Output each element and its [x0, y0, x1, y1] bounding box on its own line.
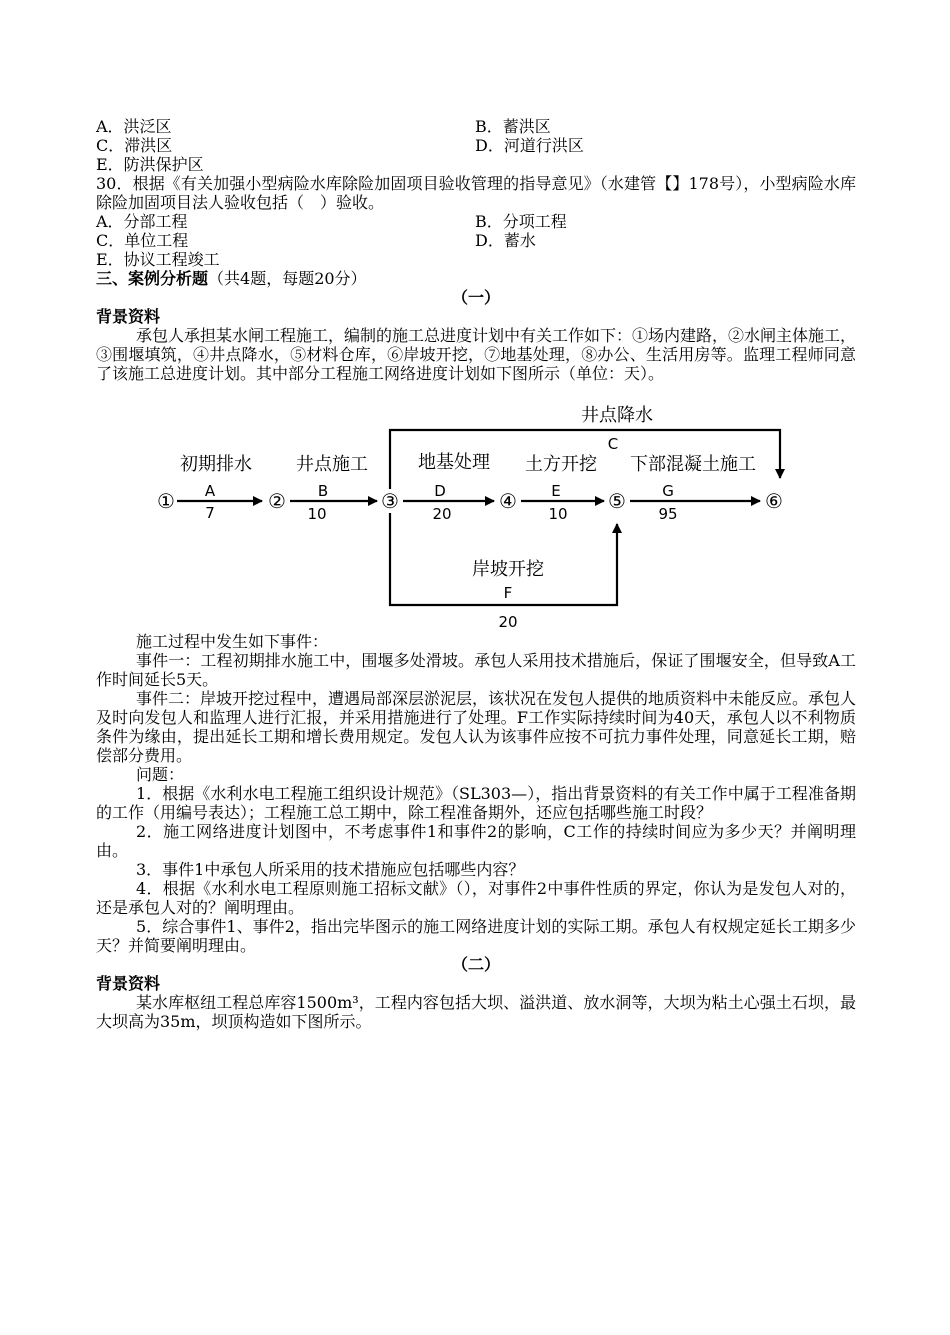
activity-a-duration: 7: [205, 504, 215, 522]
activity-d-duration: 20: [432, 505, 452, 523]
activity-b-code: B: [317, 482, 329, 500]
activity-g-name: 下部混凝土施工: [630, 454, 756, 475]
option-a: A．洪泛区: [96, 117, 172, 136]
activity-d-code: D: [434, 482, 446, 500]
page-bottom: [96, 632, 856, 1031]
section-3-note: （共4题，每题20分）: [208, 269, 367, 288]
option-d: D．河道行洪区: [475, 136, 584, 155]
question-4: 4．根据《水利水电工程原则施工招标文献》（），对事件2中事件性质的界定，你认为是发包人对的，还是承包人对的？阐明理由。: [96, 879, 856, 917]
activity-g-code: G: [662, 482, 674, 500]
question-1: 1．根据《水利水电工程施工组织设计规范》（SL303—），指出背景资料的有关工作中属于工程准备期的工作（用编号表达）；工程施工总工期中，除工程准备期外，还应包括哪些施工时段？: [96, 784, 856, 822]
activity-b-duration: 10: [307, 505, 327, 523]
activity-d-name: 地基处理: [418, 452, 490, 473]
q30-options-row1: [96, 212, 856, 231]
activity-c-name: 井点降水: [581, 405, 653, 426]
activity-e-name: 土方开挖: [525, 454, 597, 475]
network-diagram: [150, 400, 800, 635]
activity-f-name: 岸坡开挖: [472, 559, 544, 580]
activity-b-name: 井点施工: [296, 454, 368, 475]
q30-options-row2: [96, 231, 856, 250]
node-1: ①: [157, 489, 175, 513]
node-6: ⑥: [765, 489, 783, 513]
q30-option-c: C．单位工程: [96, 231, 189, 250]
activity-f-code: F: [503, 584, 513, 602]
question-30-stem: 30．根据《有关加强小型病险水库除险加固项目验收管理的指导意见》（水建管【】178号），小型病险水库除险加固项目法人验收包括（ ）验收。: [96, 174, 856, 212]
q30-option-b: B．分项工程: [475, 212, 567, 231]
q29-options-row2: [96, 136, 856, 155]
network-diagram-svg: [150, 400, 800, 635]
activity-a-name: 初期排水: [180, 454, 252, 475]
section-3-heading: [96, 269, 856, 288]
node-5: ⑤: [608, 489, 626, 513]
case-2-background-heading: 背景资料: [96, 974, 161, 993]
option-e: E．防洪保护区: [96, 155, 204, 174]
q29-options-row1: [96, 117, 856, 136]
case-1-background-heading: 背景资料: [96, 307, 161, 326]
activity-e-code: E: [551, 482, 561, 500]
node-2: ②: [268, 489, 286, 513]
q30-option-a: A．分部工程: [96, 212, 188, 231]
option-c: C．滞洪区: [96, 136, 173, 155]
activity-e-duration: 10: [548, 505, 568, 523]
activity-c-code: C: [607, 435, 619, 453]
activity-a-code: A: [204, 482, 216, 500]
node-3: ③: [381, 489, 399, 513]
question-5: 5．综合事件1、事件2，指出完毕图示的施工网络进度计划的实际工期。承包人有权规定延长工期多少天？并简要阐明理由。: [96, 917, 856, 955]
case-1-background-text: 承包人承担某水闸工程施工，编制的施工总进度计划中有关工作如下：①场内建路，②水闸主体施工，③围堰填筑，④井点降水，⑤材料仓库，⑥岸坡开挖，⑦地基处理，⑧办公、生活用房等。监理工程师同意了该施工总进度计划。其中部分工程施工网络进度计划如下图所示（单位：天）。: [96, 326, 857, 383]
q30-option-e: E．协议工程竣工: [96, 250, 220, 269]
events-intro: 施工过程中发生如下事件：: [136, 632, 329, 651]
event-1: 事件一：工程初期排水施工中，围堰多处滑坡。承包人采用技术措施后，保证了围堰安全，但导致A工作时间延长5天。: [96, 651, 856, 689]
questions-label: 问题：: [136, 765, 185, 784]
activity-f-duration: 20: [498, 613, 518, 631]
node-4: ④: [499, 489, 517, 513]
case-2-number: （二）: [451, 955, 500, 974]
case-2-background-text: 某水库枢纽工程总库容1500m³，工程内容包括大坝、溢洪道、放水洞等，大坝为粘土心强土石坝，最大坝高为35m，坝顶构造如下图所示。: [96, 993, 856, 1031]
question-2: 2．施工网络进度计划图中，不考虑事件1和事件2的影响，C工作的持续时间应为多少天？并阐明理由。: [96, 822, 856, 860]
case-1-number: （一）: [451, 288, 500, 307]
question-3: 3．事件1中承包人所采用的技术措施应包括哪些内容？: [136, 860, 525, 879]
section-3-title: 三、案例分析题: [96, 269, 209, 288]
option-b: B．蓄洪区: [475, 117, 551, 136]
q30-option-d: D．蓄水: [475, 231, 536, 250]
activity-g-duration: 95: [658, 505, 678, 523]
page-top: [96, 117, 856, 383]
event-2: 事件二：岸坡开挖过程中，遭遇局部深层淤泥层，该状况在发包人提供的地质资料中未能反应。承包人及时向发包人和监理人进行汇报，并采用措施进行了处理。F工作实际持续时间为40天，承包人以不利物质条件为缘由，提出延长工期和增长费用规定。发包人认为该事件应按不可抗力事件处理，同意延长工期，赔偿部分费用。: [96, 689, 857, 765]
